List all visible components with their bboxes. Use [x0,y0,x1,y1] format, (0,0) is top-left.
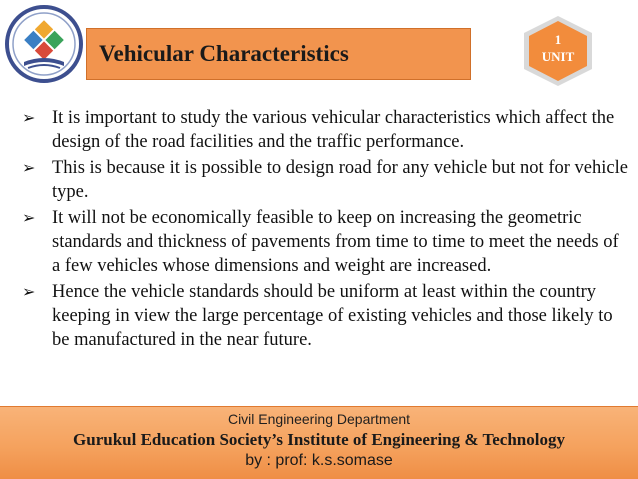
list-item [20,206,630,278]
department-name: Civil Engineering Department [227,411,411,427]
slide-title: Vehicular Characteristics [99,41,349,66]
bullet-text: It is important to study the various vehicular characteristics which affect the design of the road facilities and the traffic performance. [52,108,615,152]
institute-name: Gurukul Education Society’s Institute of Engineering & Technology [73,430,565,449]
bullet-text: Hence the vehicle standards should be uniform at least within the country keeping in view the large percentage of existing vehicles and those likely to be manufactured in the near future. [52,282,613,350]
unit-word: UNIT [541,49,575,64]
list-item [20,156,630,204]
author-credit: by : prof: k.s.somase [245,452,393,469]
bullet-list [20,106,630,354]
list-item [20,280,630,352]
institute-logo-icon [4,4,84,84]
title-box [86,28,471,80]
arrow-bullet-icon: ➢ [22,208,36,227]
arrow-bullet-icon: ➢ [22,282,36,301]
arrow-bullet-icon: ➢ [22,158,36,177]
footer-banner [0,406,638,479]
bullet-text: This is because it is possible to design road for any vehicle but not for vehicle type. [52,158,628,202]
unit-label [520,31,596,65]
arrow-bullet-icon: ➢ [22,108,36,127]
bullet-text: It will not be economically feasible to keep on increasing the geometric standards and thickness of pavements from time to time to meet the needs of a few vehicles whose dimensions and weight are increased. [52,208,619,276]
list-item [20,106,630,154]
unit-number: 1 [554,32,562,47]
